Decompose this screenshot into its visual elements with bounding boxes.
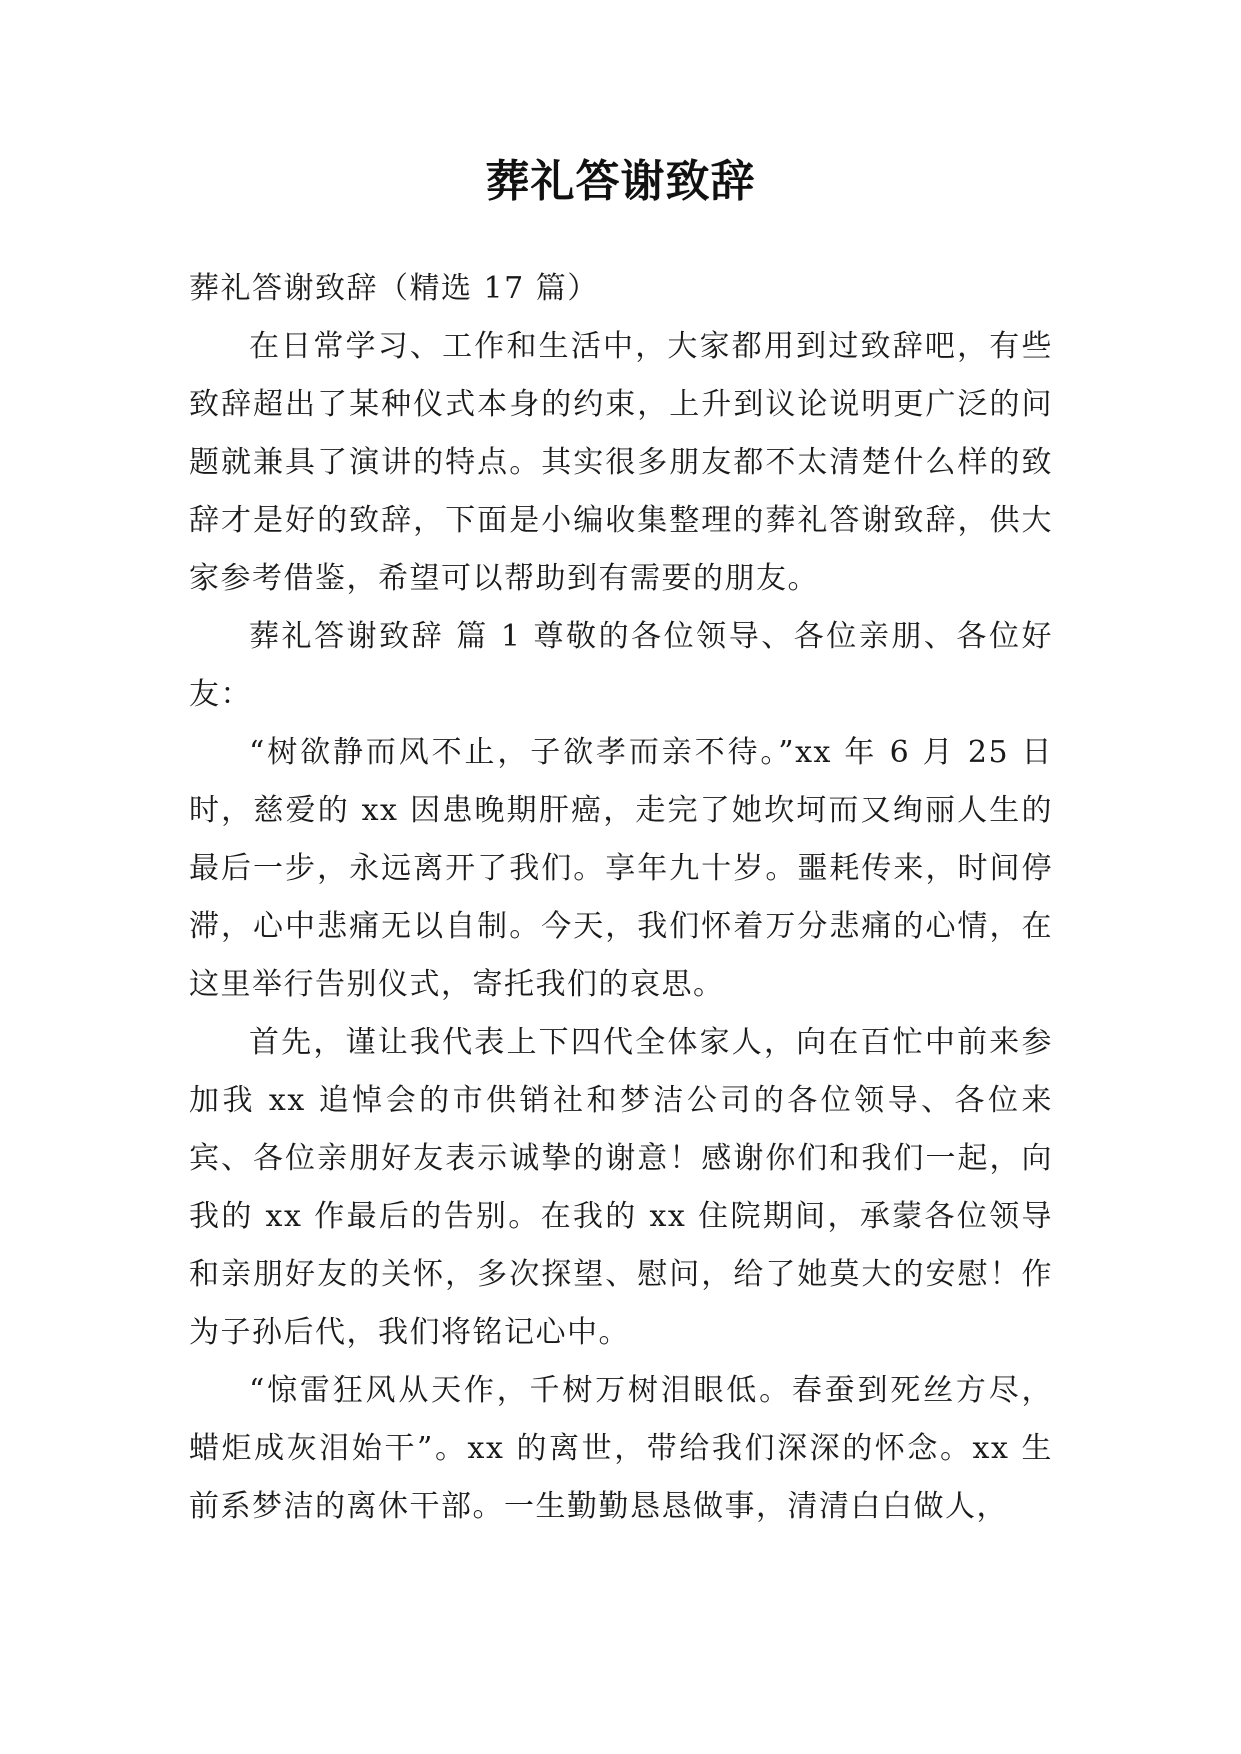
document-title: 葬礼答谢致辞 (485, 156, 756, 207)
document-body (189, 260, 1053, 1536)
paragraph-4: “惊雷狂风从天作，千树万树泪眼低。春蚕到死丝方尽，蜡炬成灰泪始干”。xx 的离世，带给我们深深的怀念。xx 生前系梦洁的离休干部。一生勤勤恳恳做事，清清白白做人， (189, 1373, 1053, 1524)
paragraph-3: 首先，谨让我代表上下四代全体家人，向在百忙中前来参加我 xx 追悼会的市供销社和梦洁公司的各位领导、各位来宾、各位亲朋好友表示诚挚的谢意！感谢你们和我们一起，向我的 xx 作最后的告别。在我的 xx 住院期间，承蒙各位领导和亲朋好友的关怀，多次探望、慰问，给了她莫大的安慰！作为子孙后代，我们将铭记心中。 (189, 1025, 1053, 1350)
paragraph-2: “树欲静而风不止，子欲孝而亲不待。”xx 年 6 月 25 日时，慈爱的 xx 因患晚期肝癌，走完了她坎坷而又绚丽人生的最后一步，永远离开了我们。享年九十岁。噩耗传来，时间停滞，心中悲痛无以自制。今天，我们怀着万分悲痛的心情，在这里举行告别仪式，寄托我们的哀思。 (189, 735, 1053, 1002)
paragraph-intro: 在日常学习、工作和生活中，大家都用到过致辞吧，有些致辞超出了某种仪式本身的约束，上升到议论说明更广泛的问题就兼具了演讲的特点。其实很多朋友都不太清楚什么样的致辞才是好的致辞，下面是小编收集整理的葬礼答谢致辞，供大家参考借鉴，希望可以帮助到有需要的朋友。 (189, 329, 1053, 596)
document-subtitle: 葬礼答谢致辞（精选 17 篇） (189, 271, 599, 306)
paragraph-heading-1: 葬礼答谢致辞 篇 1 尊敬的各位领导、各位亲朋、各位好友： (189, 619, 1053, 712)
